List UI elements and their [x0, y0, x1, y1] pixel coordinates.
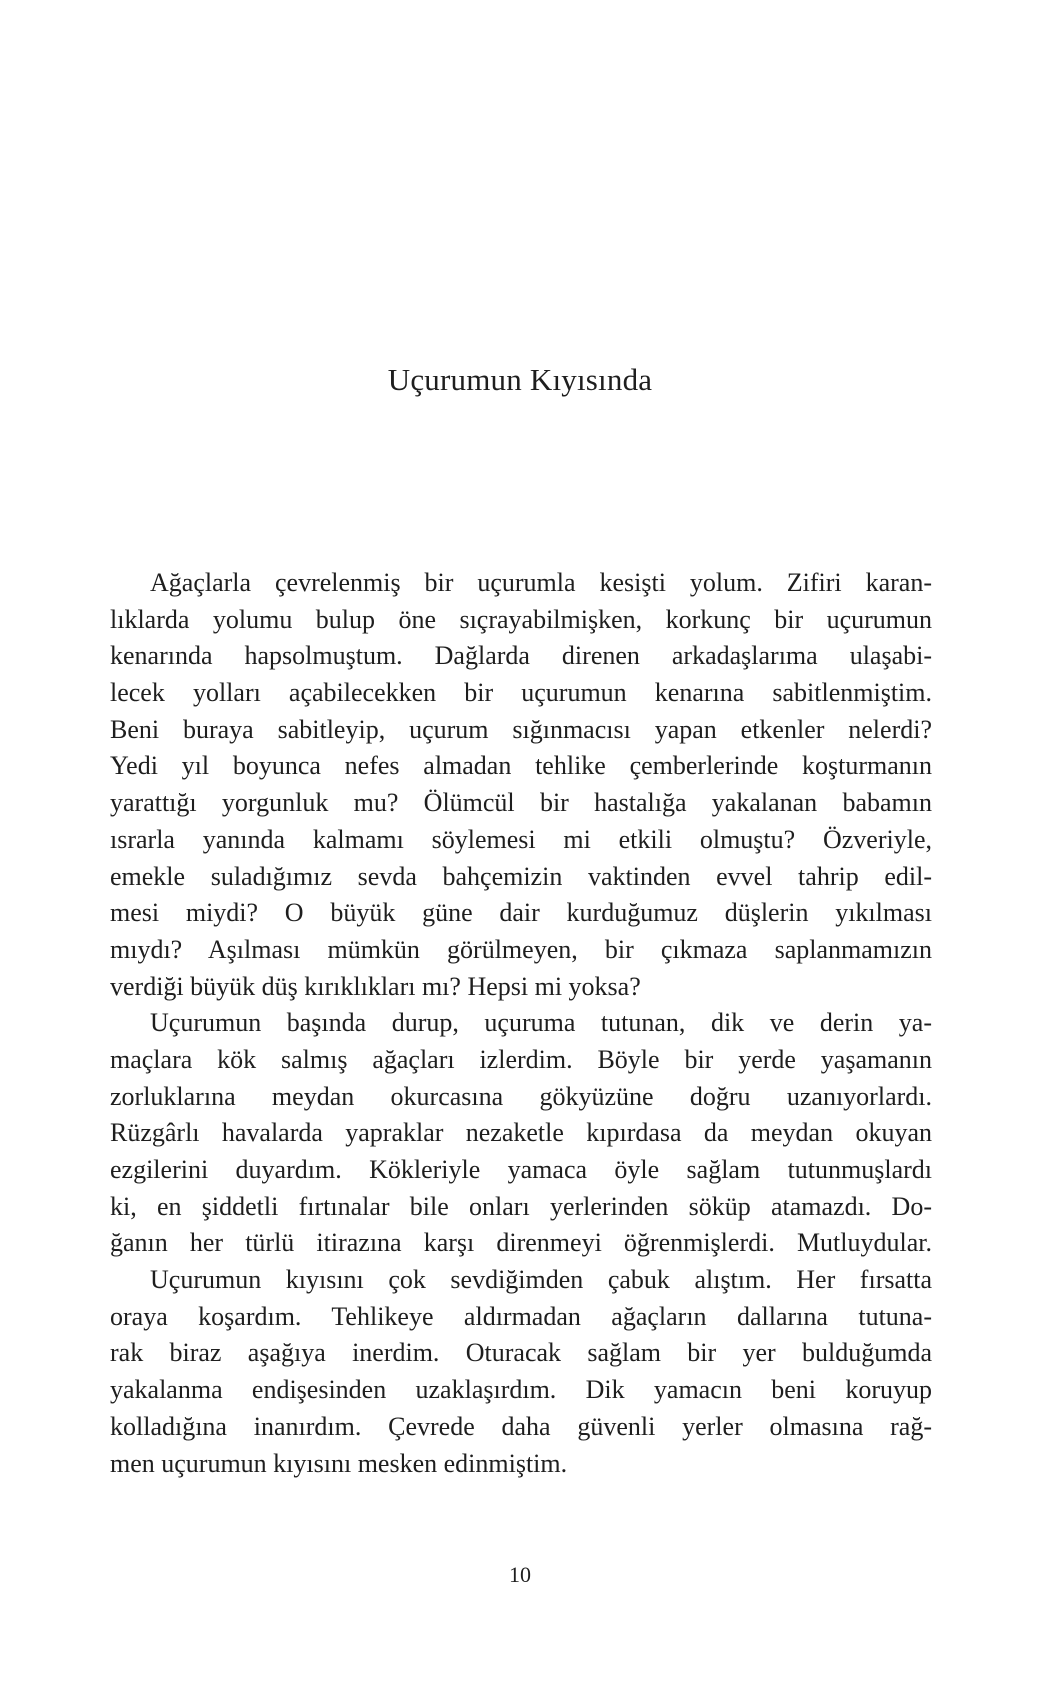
text-line: kenarında hapsolmuştum. Dağlarda direnen arkadaşlarıma ulaşabi-: [110, 641, 932, 671]
text-line: Yedi yıl boyunca nefes almadan tehlike çemberlerinde koşturmanın: [110, 751, 932, 781]
text-line: mıydı? Aşılması mümkün görülmeyen, bir çıkmaza saplanmamızın: [110, 934, 932, 964]
chapter-title: Uçurumun Kıyısında: [387, 362, 653, 397]
text-line: Ağaçlarla çevrelenmiş bir uçurumla kesişti yolum. Zifiri karan-: [150, 568, 932, 597]
body-text: [110, 565, 932, 1482]
text-line: Rüzgârlı havalarda yapraklar nezaketle kıpırdasa da meydan okuyan: [110, 1118, 932, 1148]
text-line: kolladığına inanırdım. Çevrede daha güvenli yerler olmasına rağ-: [110, 1411, 932, 1441]
text-line: Beni buraya sabitleyip, uçurum sığınmacısı yapan etkenler nelerdi?: [110, 714, 932, 744]
text-line: rak biraz aşağıya inerdim. Oturacak sağlam bir yer bulduğumda: [110, 1338, 932, 1368]
text-line: ki, en şiddetli fırtınalar bile onları yerlerinden söküp atamazdı. Do-: [110, 1191, 932, 1221]
text-line: ısrarla yanında kalmamı söylemesi mi etkili olmuştu? Özveriyle,: [110, 824, 932, 854]
text-line: Uçurumun kıyısını çok sevdiğimden çabuk alıştım. Her fırsatta: [150, 1265, 932, 1295]
text-line: mesi miydi? O büyük güne dair kurduğumuz düşlerin yıkılması: [110, 898, 932, 928]
text-line: yakalanma endişesinden uzaklaşırdım. Dik yamacın beni koruyup: [110, 1375, 932, 1405]
text-line: oraya koşardım. Tehlikeye aldırmadan ağaçların dallarına tutuna-: [110, 1301, 932, 1331]
text-line: zorluklarına meydan okurcasına gökyüzüne doğru uzanıyorlardı.: [110, 1081, 932, 1111]
text-line: ğanın her türlü itirazına karşı direnmeyi öğrenmişlerdi. Mutluydular.: [110, 1228, 932, 1258]
text-line: Uçurumun başında durup, uçuruma tutunan, dik ve derin ya-: [150, 1008, 932, 1038]
text-line: emekle suladığımız sevda bahçemizin vaktinden evvel tahrip edil-: [110, 861, 932, 891]
page-number: 10: [509, 1562, 531, 1587]
text-line: ezgilerini duyardım. Kökleriyle yamaca öyle sağlam tutunmuşlardı: [110, 1155, 932, 1184]
text-line: maçlara kök salmış ağaçları izlerdim. Böyle bir yerde yaşamanın: [110, 1044, 932, 1074]
text-line: men uçurumun kıyısını mesken edinmiştim.: [110, 1448, 568, 1478]
text-line: lecek yolları açabilecekken bir uçurumun kenarına sabitlenmiştim.: [110, 678, 932, 708]
text-line: yarattığı yorgunluk mu? Ölümcül bir hastalığa yakalanan babamın: [110, 788, 932, 818]
text-line: lıklarda yolumu bulup öne sıçrayabilmişken, korkunç bir uçurumun: [110, 604, 932, 634]
text-line: verdiği büyük düş kırıklıkları mı? Hepsi mi yoksa?: [110, 971, 641, 1001]
